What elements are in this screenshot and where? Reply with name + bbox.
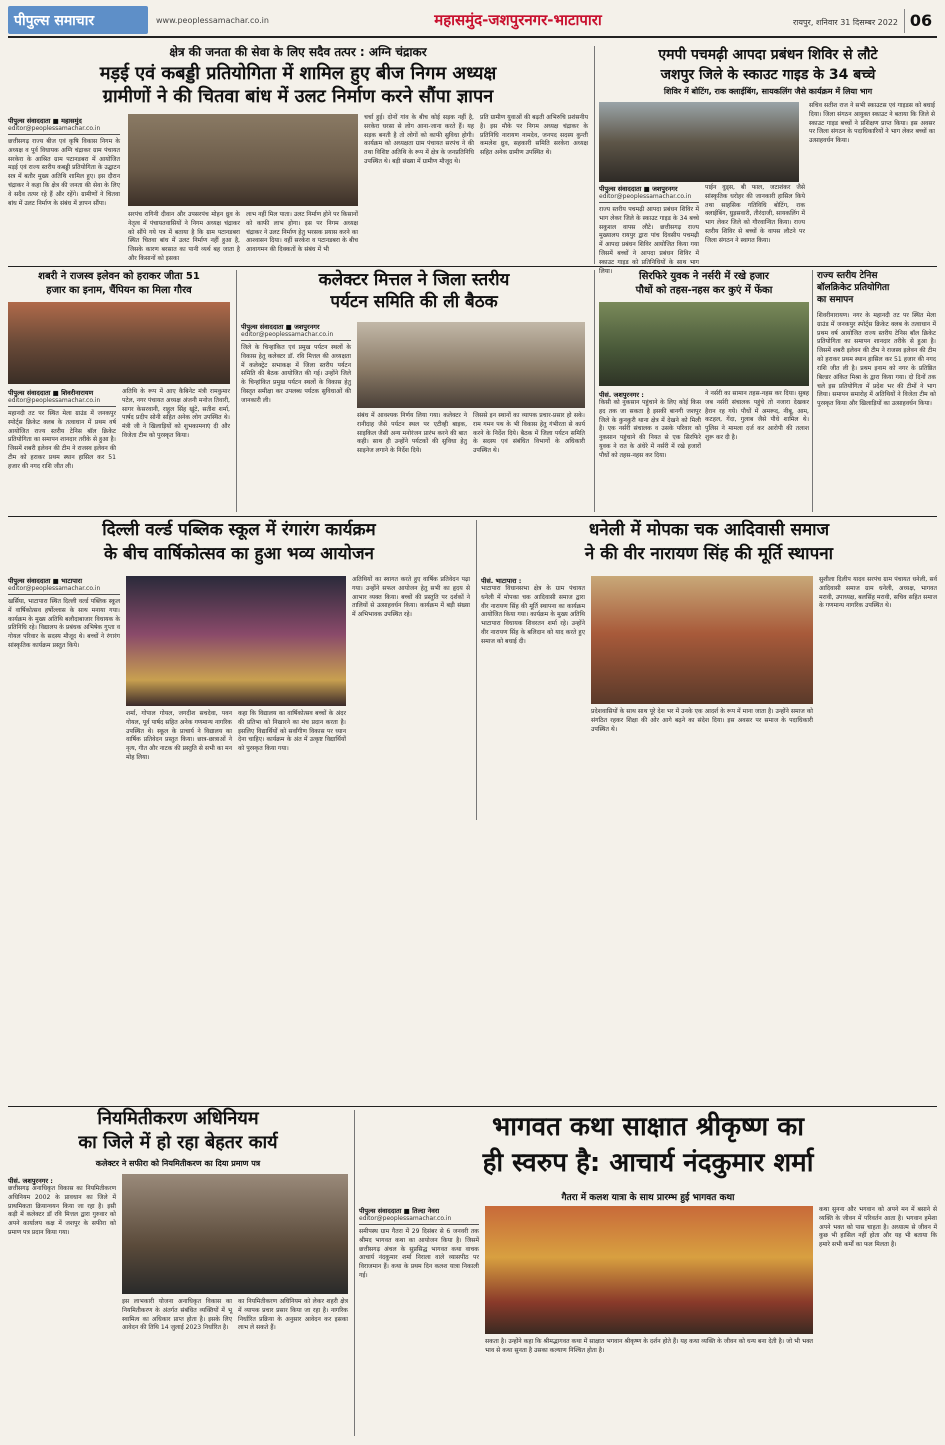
byline: पीसं. भाटापारा : (481, 577, 522, 585)
article-body: महानदी तट पर स्थित मेला ग्राउंड में जनकपुर स्पोर्ट्स क्रिकेट क्लब के तत्वाधान में प्रथम वर्ष आयोजित राज्य स्तरीय टेनिस बॉल क्रिकेट प्रतियोगिता का समापन शानदार तरीके से हुआ है। जिसमें शबरी इलेवन की टीम ने राजस्व इलेवन की टीम को हराकर प्रथम स्थान हासिल कर 51 हजार की नगद राशि जीत ली। (8, 410, 116, 470)
article-body: खर्सिया, भाटापारा स्थित दिल्ली वर्ल्ड पब्लिक स्कूल में वार्षिकोत्सव हर्षोल्लास के साथ मनाया गया। कार्यक्रम के मुख्य अतिथि बलौदाबाजार विधायक के प्रतिनिधि रहे। विद्यालय के प्रबंधक अभिषेक गुप्ता व गोयल परिवार के सदस्य मौजूद थे। बच्चों ने रंगारंग सांस्कृतिक कार्यक्रम प्रस्तुत किये। (8, 598, 120, 650)
article-body: सरपंच रागिनी दीवान और उपसरपंच मोहन ध्रुव के नेतृत्व में पंचायतवासियों ने निगम अध्यक्ष चंद्राकर को सौंपे गये पत्र में बताया है कि ग्राम पटानडबरा स्थित चितवा बांध में उलट निर्माण नहीं हुआ है, जिसके कारण बरसात का पानी व्यर्थ बह जाता है और किसानों को इसका (128, 211, 240, 263)
article-body: कथा सुनना और भगवान को अपने मन में बसाने से व्यक्ति के जीवन में परिवर्तन आता है। भगवान हमेशा अपने भक्त को पास चाहता है। अध्यात्म से जीवन में कुछ भी हासिल नहीं होता और यह भी बताया कि हमारे सभी कर्मों का फल मिलता है। (819, 1206, 937, 1249)
article-tennisball-cricket (812, 270, 937, 512)
article-body: छत्तीसगढ़ अनाधिकृत विकास का नियमितीकरण अधिनियम 2002 के प्रावधान का जिले में प्राथमिकता क्रियान्वयन किया जा रहा है। इसी कड़ी में कलेक्टर डॉ रवि मित्तल द्वारा गुरुवार को अपने कार्यालय कक्ष में जशपुर के सफीरा को प्रमाण पत्र प्रदान किया गया। (8, 1185, 116, 1237)
article-headline: मड़ई एवं कबड्डी प्रतियोगिता में शामिल हुए बीज निगम अध्यक्ष (99, 63, 497, 84)
article-body: अतिथियों का स्वागत करते हुए वार्षिक प्रतिवेदन पढ़ा गया। उन्होंने सफल आयोजन हेतु सभी का हृदय से आभार व्यक्त किया। बच्चों की प्रस्तुति पर दर्शकों ने तालियों से उत्साहवर्धन किया। कार्यक्रम में बड़ी संख्या में अभिभावक उपस्थित रहे। (352, 576, 470, 619)
article-body: प्रदेशवासियों के साथ साथ पूरे देश भर में उनके एक आदर्श के रूप में माना जाता है। उन्होंने समाज को संगठित रहकर शिक्षा की ओर आगे बढ़ने का संदेश दिया। इस अवसर पर समाज के पदाधिकारी उपस्थित थे। (591, 708, 813, 733)
byline: पीपुल्स संवाददाता ■ तिल्दा नेवरा (359, 1207, 440, 1215)
byline: पीसं. जशपुरनगर : (599, 391, 644, 399)
byline: पीपुल्स संवाददाता ■ भाटापारा (8, 577, 82, 585)
news-photo (128, 114, 358, 206)
article-body: शिवरीनारायण। नगर के महानदी तट पर स्थित मेला ग्राउंड में जनकपुर स्पोर्ट्स क्रिकेट क्लब के तत्वाधान में प्रथम वर्ष आयोजित राज्य स्तरीय टेनिस बॉल क्रिकेट प्रतियोगिता का समापन शानदार तरीके से हुआ है। जिसमें शबरी इलेवन की टीम ने राजस्व इलेवन की टीम को हराकर प्रथम स्थान हासिल कर 51 हजार की नगद राशि जीत ली है। प्रथम इनाम को नगर के प्रतिष्ठित बिल्डर अंकित मिश्रा के द्वारा किया गया। दो दिनों तक चले इस प्रतियोगिता में प्रदेश भर की टीमों ने भाग लिया। समापन समारोह में अतिथियों ने विजेता टीम को पुरस्कृत किया और खिलाड़ियों का उत्साहवर्धन किया। (817, 312, 936, 408)
article-body: राज्य स्तरीय पचमढ़ी आपदा प्रबंधन शिविर में भाग लेकर जिले के स्काउट गाइड के 34 बच्चे सकुशल वापस लौटे। छत्तीसगढ़ राज्य मुख्यालय रायपुर द्वारा पांच दिवसीय पचमढ़ी में आपदा प्रबंधन शिविर आयोजित किया गया जिसमें बच्चों ने आपदा प्रबंधन शिविर में स्काउट गाइड को प्रतिनिधियों के साथ भाग लिया। (599, 206, 699, 275)
article-nursery-vandalism (594, 270, 808, 512)
article-headline-line2: जशपुर जिले के स्काउट गाइड के 34 बच्चे (660, 67, 876, 83)
article-body: सचिव सतीश राज ने सभी स्काउटस एवं गाइडस को बधाई दिया। जिला संगठन आयुक्त स्काउट ने बताया कि जिले से स्काउट गाइड बच्चों ने प्रशिक्षण प्राप्त किया। इस अवसर पर जिला संगठन के पदाधिकारियों ने भाग लेकर बच्चों का उत्साहवर्धन किया। (809, 102, 935, 145)
article-headline-line3: का समापन (817, 295, 854, 305)
article-headline: कलेक्टर मित्तल ने जिला स्तरीय (318, 270, 510, 290)
article-headline-line2: का जिले में हो रहा बेहतर कार्य (78, 1132, 278, 1153)
article-headline: सिरफिरे युवक ने नर्सरी में रखे हजार (639, 271, 769, 282)
masthead (8, 6, 937, 38)
article-tourism-meeting (236, 270, 588, 512)
article-headline: एमपी पचमढ़ी आपदा प्रबंधन शिविर से लौटे (658, 47, 878, 63)
article-body: लाभ नहीं मिल पाता। उलट निर्माण होने पर किसानों को काफी लाभ होगा। इस पर निगम अध्यक्ष चंद्राकर ने उलट निर्माण हेतु भरसक प्रयास करने का आश्वासन दिया। वहीं सरकेरा व पटानडबरा के बीच आवागमन की दिक्कतों के संबंध में भी (246, 211, 358, 254)
byline: पीसं. जशपुरनगर : (8, 1177, 53, 1185)
article-body: शर्मा, गोपाल गोयल, जगदीश सचदेवा, पवन गोयल, पूर्व पार्षद सहित अनेक गणमान्य नागरिक उपस्थित थे। स्कूल के प्राचार्य ने विद्यालय का वार्षिक प्रतिवेदन प्रस्तुत किया। छात्र-छात्राओं ने नृत्य, गीत और नाटक की प्रस्तुति से सभी का मन मोह लिया। (126, 710, 232, 762)
article-body: अतिथि के रूप में आए कैबिनेट मंत्री रामकुमार पटेल, नगर पंचायत अध्यक्ष अंजनी मनोज तिवारी, सागर केसरवानी, राहुल सिंह खुंटे, सतीश शर्मा, पार्षद प्रदीप सोनी सहित अनेक लोग उपस्थित थे। मंत्री जी ने खिलाड़ियों को शुभकामनाएं दी और विजेता टीम को पुरस्कृत किया। (122, 388, 230, 440)
article-cricket-final (8, 270, 230, 512)
statue-ceremony-photo (591, 576, 813, 704)
school-event-photo (126, 576, 346, 706)
section-divider (8, 516, 937, 517)
byline: पीपुल्स संवाददाता ■ जशपुरनगर (241, 323, 320, 331)
byline-email: editor@peoplessamachar.co.in (241, 331, 351, 341)
article-body: संबंध में आवश्यक निर्णय लिया गया। कलेक्टर ने रानीदाह जैसे पर्यटन स्थल पर एटीव्ही बाइक, साइकिल जैसी अन्य मनोरंजन प्रारंभ करने की बात कही। साथ ही उन्होंने पर्यटकों की सुविधा हेतु साइनेज लगाने के निर्देश दिये। (357, 412, 467, 455)
article-school-annual-day (8, 520, 470, 820)
article-headline-line2: हजार का इनाम, चैंपियन का मिला गौरव (46, 285, 192, 296)
article-body: कहा कि विद्यालय का वार्षिकोत्सव बच्चों के अंदर की प्रतिभा को निखारने का मंच प्रदान करता है। इसलिए विद्यार्थियों को सर्वांगीण विकास पर ध्यान देना चाहिए। कार्यक्रम के अंत में उत्कृष्ट विद्यार्थियों को पुरस्कृत किया गया। (238, 710, 346, 753)
article-headline: राज्य स्तरीय टेनिस (817, 271, 878, 281)
byline-email: editor@peoplessamachar.co.in (599, 193, 699, 203)
article-body: इस लाभकारी योजना अनाधिकृत विकास का नियमितीकरण के अंतर्गत संबंधित व्यक्तियों में भू स्वामित्व का अधिकार प्राप्त होता है। इसके लिए आवेदन की तिथि 14 जुलाई 2023 निर्धारित है। (122, 1298, 232, 1332)
article-body: पाईन वुड्स, बी फाल, जटाशंकर जैसे सांस्कृतिक धरोहर की जानकारी हासिल किये तथा साहसिक गतिविधि बोटिंग, राक क्लाईबिंग, घुड़सवारी, तीरंदाजी, सायकलिंग में भाग लेकर जिले को गौरवान्वित किया। राज्य स्तरीय शिविर से बच्चों के वापस लौटने पर जिला संगठन ने स्वागत किया। (705, 184, 805, 244)
article-headline-line2: पर्यटन समिति की ली बैठक (330, 292, 498, 312)
article-deck: गैतरा में कलश यात्रा के साथ प्रारम्भ हुई भागवत कथा (561, 1193, 735, 1203)
byline-email: editor@peoplessamachar.co.in (8, 125, 120, 135)
article-headline-line2: पौधों को तहस-नहस कर कुएं में फेंका (635, 285, 773, 296)
article-headline: शबरी ने राजस्व इलेवन को हराकर जीता 51 (38, 271, 200, 282)
edition-title: महासमुंद-जशपुरनगर-भाटापारा (434, 11, 602, 29)
article-regularization-act (8, 1110, 348, 1436)
article-headline: नियमितीकरण अधिनियम (97, 1108, 259, 1129)
article-headline-line2: बॉलक्रिकेट प्रतियोगिता (817, 283, 890, 293)
article-body: ने नर्सरी का सामान तहस-नहस कर दिया। सुबह जब नर्सरी संचालक पहुंचे तो नजारा देखकर हैरान रह गये। पौधों में अमरूद, नीबू, आम, कटहल, गेंदा, गुलाब जैसे पौधे शामिल थे। पुलिस ने मामला दर्ज कर आरोपी की तलाश शुरू कर दी है। (705, 390, 809, 442)
article-body: जिससे इन स्थानों का व्यापक प्रचार-प्रसार हो सके। राम गमन पथ के भी विकास हेतु गंभीरता से कार्य करने के निर्देश दिये। बैठक में जिला पर्यटन समिति के सदस्य एवं संबंधित विभागों के अधिकारी उपस्थित थे। (473, 412, 585, 455)
article-body: सकता है। उन्होंने कहा कि श्रीमद्भागवत कथा में साक्षात भगवान श्रीकृष्ण के दर्शन होते हैं। यह कथा व्यक्ति के जीवन को धन्य बना देती है। जो भी भक्त भाव से कथा सुनता है उसका कल्याण निश्चित होता है। (485, 1338, 813, 1354)
article-headline-line2: ग्रामीणों ने की चितवा बांध में उलट निर्माण करने सौंपा ज्ञापन (102, 86, 494, 107)
byline: पीपुल्स संवाददाता ■ शिवरीनारायण (8, 389, 94, 397)
article-headline: दिल्ली वर्ल्ड पब्लिक स्कूल में रंगारंग कार्यक्रम (102, 520, 376, 540)
page-number: 06 (904, 9, 937, 33)
byline: पीपुल्स संवाददाता ■ महासमुंद (8, 117, 82, 125)
article-seed-corporation (8, 46, 588, 264)
section-divider (8, 1106, 937, 1107)
article-body: चर्चा हुई। दोनों गांव के बीच कोई सड़क नहीं है, सरकेरा घरसा से लोग आना-जाना करते हैं। यह सड़क बनती है तो लोगों को काफी सुविधा होगी। कार्यक्रम को अध्यक्षता ग्राम पंचायत सरपंच ने की तथा विशिष्ट अतिथि के रूप में क्षेत्र के जनप्रतिनिधि उपस्थित थे। बड़ी संख्या में ग्रामीण मौजूद थे। (364, 114, 474, 166)
byline-email: editor@peoplessamachar.co.in (8, 585, 120, 595)
certificate-handover-photo (122, 1174, 348, 1294)
article-body: का नियमितीकरण अधिनियम को लेकर शहरी क्षेत्र में व्यापक प्रचार प्रसार किया जा रहा है। नागरिक निर्धारित प्रक्रिया के अनुसार आवेदन कर इसका लाभ ले सकते हैं। (238, 1298, 348, 1332)
article-body: समीपस्थ ग्राम गैतरा में 29 दिसंबर से 6 जनवरी तक श्रीमद भागवत कथा का आयोजन किया है। जिसमें छत्तीसगढ़ अंचल के सुप्रसिद्ध भागवत कथा वाचक आचार्य नंदकुमार शर्मा निराला वाले व्यासपीठ पर विराजमान हैं। कथा के प्रथम दिन कलश यात्रा निकाली गई। (359, 1228, 479, 1280)
byline-email: editor@peoplessamachar.co.in (8, 397, 116, 407)
article-body: भाटापारा विधानसभा क्षेत्र के ग्राम पंचायत धनेली में मोपका चक आदिवासी समाज द्वारा वीर नारायण सिंह की मूर्ति स्थापना का कार्यक्रम आयोजित किया गया। कार्यक्रम के मुख्य अतिथि भाटापारा विधायक शिवरतन शर्मा रहे। उन्होंने वीर नारायण सिंह के बलिदान को याद करते हुए समाज को बधाई दी। (481, 585, 585, 645)
article-scout-guide (594, 46, 937, 275)
byline-email: editor@peoplessamachar.co.in (359, 1215, 479, 1225)
article-body: जिले के चिन्हांकित एवं प्रमुख पर्यटन स्थलों के विकास हेतु कलेक्टर डॉ. रवि मित्तल की अध्यक्षता में कलेक्ट्रेट सभाकक्ष में जिला स्तरीय पर्यटन समिति की बैठक आयोजित की गई। उन्होंने जिले के चिन्हांकित प्रमुख पर्यटन स्थलों के विकास हेतु विस्तृत समीक्षा कर उपलब्ध पर्यटक सुविधाओं की जानकारी ली। (241, 344, 351, 404)
article-deck: कलेक्टर ने सफीरा को नियमितीकरण का दिया प्रमाण पत्र (95, 1159, 261, 1168)
cricket-team-photo (8, 302, 230, 384)
article-body: किसी को नुकसान पहुंचाने के लिए कोई किस हद तक जा सकता है इसकी बानगी जशपुर जिले के कुनकुरी थाना क्षेत्र में देखने को मिली है। एक नर्सरी संचालक व उसके परिवार को नुकसान पहुंचाने की नियत से एक सिरफिरे युवक ने रात के अंधेरे में नर्सरी में रखे हजारों पौधों को तहस-नहस कर दिया। (599, 399, 701, 459)
byline: पीपुल्स संवाददाता ■ जशपुरनगर (599, 185, 678, 193)
section-divider (8, 266, 937, 267)
article-headline-line2: ने की वीर नारायण सिंह की मूर्ति स्थापना (584, 544, 834, 564)
nursery-photo (599, 302, 809, 386)
article-headline-line2: ही स्वरुप है: आचार्य नंदकुमार शर्मा (482, 1148, 814, 1178)
issue-date: रायपुर, शनिवार 31 दिसम्बर 2022 (793, 18, 898, 27)
article-headline-line2: के बीच वार्षिकोत्सव का हुआ भव्य आयोजन (104, 544, 374, 564)
article-body: सुशीला दिलीप यादव सरपंच ग्राम पंचायत धनेली, सर्व आदिवासी समाज ग्राम धनेली, अध्यक्ष, भागवत मरावी, उपाध्यक्ष, बलसिंह मरावी, सचिव सहित समाज के गणमान्य नागरिक उपस्थित थे। (819, 576, 937, 610)
article-body: छत्तीसगढ़ राज्य बीज एवं कृषि विकास निगम के अध्यक्ष व पूर्व विधायक अग्नि चंद्राकर ग्राम पंचायत सरकेरा के आश्रित ग्राम पटानडबरा में आयोजित मड़ई एवं राज्य स्तरीय कबड्डी प्रतियोगिता के उद्घाटन सत्र में बतौर मुख्य अतिथि शामिल हुए। इस दौरान चंद्राकर ने कहा कि क्षेत्र की जनता की सेवा के लिए वे सदैव तत्पर रहे हैं और रहेंगे। ग्रामीणों ने चितवा बांध में उलट निर्माण के संबंध में ज्ञापन सौंपा। (8, 138, 120, 207)
article-veer-narayan-statue (476, 520, 937, 820)
article-headline: धनेली में मोपका चक आदिवासी समाज (588, 520, 830, 540)
website-url: www.peoplessamachar.co.in (156, 16, 269, 25)
article-deck: शिविर में बोटिंग, राक क्लाईबिंग, सायकलिंग जैसे कार्यक्रम में लिया भाग (663, 87, 873, 96)
scout-group-photo (599, 102, 799, 182)
brand-name: पीपुल्स समाचार (14, 13, 95, 29)
article-body: प्रति ग्रामीण युवाओं की बढ़ती अभिरुचि प्रशंसनीय है। इस मौके पर निगम अध्यक्ष चंद्राकर के प्रतिनिधि नारायण नामदेव, जनपद सदस्य कुन्ती कमलेश ध्रुव, सहकारी समिति सरकेरा अध्यक्ष सहित अनेक ग्रामीण उपस्थित थे। (480, 114, 588, 157)
article-kicker: क्षेत्र की जनता की सेवा के लिए सदैव तत्पर : अग्नि चंद्राकर (169, 45, 427, 59)
article-headline: भागवत कथा साक्षात श्रीकृष्ण का (492, 1112, 804, 1142)
article-bhagwat-katha (354, 1110, 937, 1436)
kalash-yatra-photo (485, 1206, 813, 1334)
meeting-photo (357, 322, 585, 408)
